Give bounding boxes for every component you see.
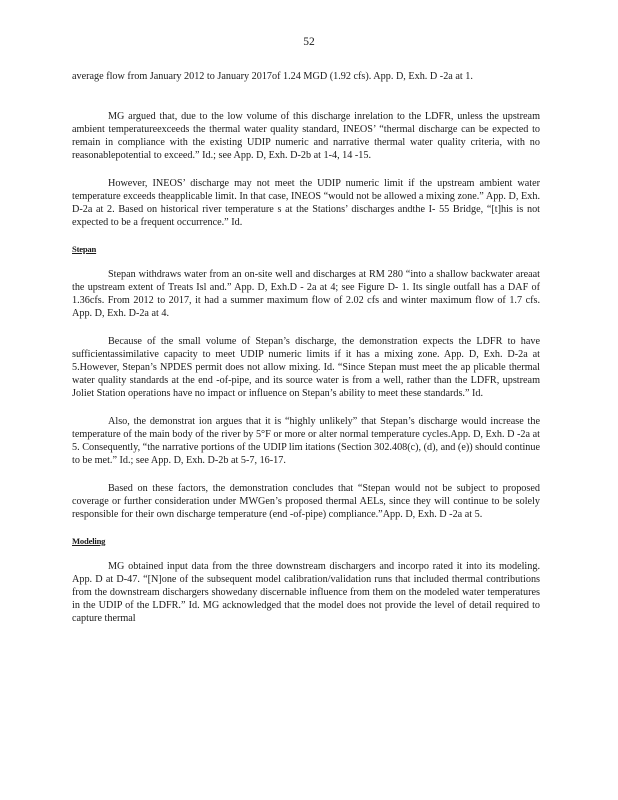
paragraph-ineos-mg-argued: MG argued that, due to the low volume of this discharge inrelation to the LDFR, unless the upstream ambient temperatureexceeds the thermal water quality standard, INEOS’ “thermal discharge can be expected to remain in compliance with the existing UDIP numeric and narrative thermal water quality criteria, with no reasonablepotential to exceed.” Id.; see App. D, Exh. D-2b at 1-4, 14 -15. (72, 111, 540, 161)
paragraph-modeling-input: MG obtained input data from the three downstream dischargers and incorpo rated it into its modeling. App. D at D-47. “[N]one of the subsequent model calibration/validation runs that included thermal contributions from the downstream dischargers showedany discernable influence from them on the modeled water temperatures in the UDIP of the LDFR.” Id. MG acknowledged that the model does not provide the level of detail required to capture thermal (72, 561, 540, 624)
page-number: 52 (303, 36, 315, 48)
paragraph-stepan-temperature: Also, the demonstrat ion argues that it is “highly unlikely” that Stepan’s discharge would increase the temperature of the main body of the river by 5°F or more or alter normal temperature cycles.App. D, Exh. D -2a at 5. Consequently, “the narrative portions of the UDIP lim itations (Section 302.408(c), (d), and (e)) should continue to be met.” Id.; see App. D, Exh. D-2b at 5-7, 16-17. (72, 416, 540, 466)
section-heading-stepan: Stepan (72, 244, 97, 254)
paragraph-ineos-mixing-zone: However, INEOS’ discharge may not meet the UDIP numeric limit if the upstream ambient water temperature exceeds theapplicable limit. In that case, INEOS “would not be allowed a mixing zone.” App. D, Exh. D-2a at 2. Based on historical river temperature s at the Stations’ discharges andthe I- 55 Bridge, “[t]his is not expected to be a frequent occurrence.” Id. (72, 178, 540, 228)
section-heading-modeling: Modeling (72, 536, 106, 546)
paragraph-stepan-volume: Because of the small volume of Stepan’s discharge, the demonstration expects the LDFR to have sufficientassimilative capacity to meet UDIP numeric limits if it has a mixing zone. App. D, Exh. D-2a at 5.However, Stepan’s NPDES permit does not allow mixing. Id. “Since Stepan must meet the ap plicable thermal water quality standards at the end -of-pipe, and its source water is from a well, rather than the LDFR, upstream Joliet Station operations have no impact or influence on Stepan’s ability to meet these standards.” Id. (72, 336, 540, 399)
paragraph-stepan-withdraws: Stepan withdraws water from an on-site well and discharges at RM 280 “into a shallow backwater areaat the upstream extent of Treats Isl and.” App. D, Exh.D - 2a at 4; see Figure D- 1. Its single outfall has a DAF of 1.36cfs. From 2012 to 2017, it had a summer maximum flow of 2.02 cfs and winter maximum flow of 1.7 cfs. App. D, Exh. D-2a at 4. (72, 269, 540, 319)
paragraph-ineos-flow: average flow from January 2012 to January 2017of 1.24 MGD (1.92 cfs). App. D, Exh. D -2a at 1. (72, 71, 473, 82)
paragraph-stepan-conclusion: Based on these factors, the demonstration concludes that “Stepan would not be subject to proposed coverage or further consideration under MWGen’s proposed thermal AELs, since they will continue to be solely responsible for their own discharge temperature (end -of-pipe) compliance.”App. D, Exh. D -2a at 5. (72, 483, 540, 520)
document-body (72, 70, 540, 640)
